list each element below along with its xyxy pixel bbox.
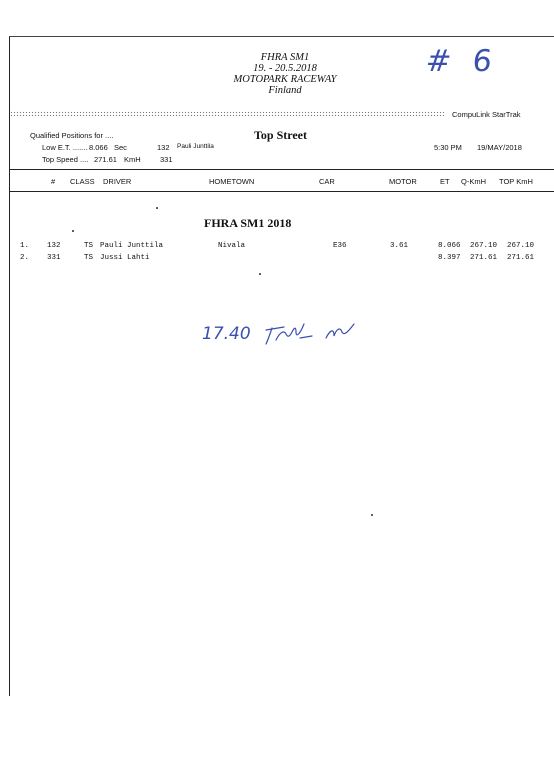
- low-et-driver: Pauli Junttila: [177, 143, 214, 150]
- row-position: 2.: [20, 254, 30, 262]
- handwritten-time: 17.40: [202, 324, 251, 344]
- table-row: [0, 254, 554, 265]
- row-car-number: 132: [47, 242, 61, 250]
- row-position: 1.: [20, 242, 30, 250]
- top-speed-label: Top Speed ....: [42, 155, 89, 164]
- compulink-label: CompuLink StarTrak: [452, 110, 521, 119]
- handwritten-signature: [266, 324, 312, 344]
- row-driver: Jussi Lahti: [100, 254, 150, 262]
- header-rule-top: [10, 169, 554, 170]
- venue-name: MOTOPARK RACEWAY: [233, 74, 337, 85]
- low-et-label: Low E.T. .......: [42, 143, 88, 152]
- row-hometown: Nivala: [218, 242, 246, 250]
- row-et: 8.066: [438, 242, 461, 250]
- class-title: Top Street: [254, 128, 308, 142]
- event-title: FHRA SM1 2018: [204, 216, 292, 230]
- col-qkmh: Q-KmH: [461, 177, 486, 186]
- col-number: #: [51, 177, 56, 186]
- col-motor: MOTOR: [389, 177, 417, 186]
- row-driver: Pauli Junttila: [100, 242, 164, 250]
- event-dates: 19. - 20.5.2018: [253, 63, 317, 74]
- page-top-edge: [9, 36, 554, 37]
- low-et-car: 132: [157, 143, 170, 152]
- row-car: E36: [333, 242, 347, 250]
- row-topkmh: 267.10: [507, 242, 535, 250]
- row-topkmh: 271.61: [507, 254, 535, 262]
- event-name: FHRA SM1: [260, 52, 310, 63]
- row-qkmh: 267.10: [470, 242, 498, 250]
- table-row: [0, 242, 554, 253]
- row-class: TS: [84, 254, 94, 262]
- col-car: CAR: [319, 177, 335, 186]
- dotted-separator: [10, 111, 444, 117]
- low-et-unit: Sec: [114, 143, 127, 152]
- row-car-number: 331: [47, 254, 61, 262]
- col-topkmh: TOP KmH: [499, 177, 533, 186]
- report-date: 19/MAY/2018: [477, 143, 522, 152]
- scan-speck: [371, 514, 373, 516]
- row-qkmh: 271.61: [470, 254, 498, 262]
- handwritten-initials: [326, 324, 354, 338]
- page-left-edge: [9, 36, 10, 696]
- row-et: 8.397: [438, 254, 461, 262]
- report-time: 5:30 PM: [434, 143, 462, 152]
- col-et: ET: [440, 177, 450, 186]
- row-class: TS: [84, 242, 94, 250]
- handwritten-sheet-number: # 6: [424, 44, 500, 79]
- scan-speck: [72, 230, 74, 232]
- top-speed-unit: KmH: [124, 155, 141, 164]
- low-et-value: 8.066: [89, 143, 108, 152]
- top-speed-value: 271.61: [94, 155, 117, 164]
- col-hometown: HOMETOWN: [209, 177, 255, 186]
- row-motor: 3.61: [390, 242, 409, 250]
- top-speed-car: 331: [160, 155, 173, 164]
- scan-speck: [259, 273, 261, 275]
- qualified-label: Qualified Positions for ....: [30, 131, 114, 140]
- scan-speck: [156, 207, 158, 209]
- venue-country: Finland: [268, 85, 302, 96]
- col-driver: DRIVER: [103, 177, 132, 186]
- handwritten-note: [200, 312, 380, 352]
- col-class: CLASS: [70, 177, 95, 186]
- header-rule-bottom: [10, 191, 554, 192]
